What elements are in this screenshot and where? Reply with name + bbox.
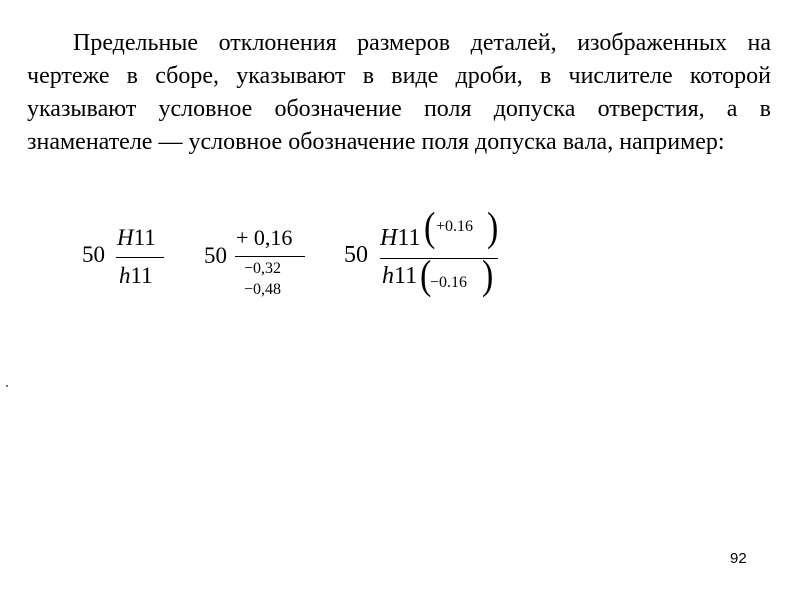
body-paragraph: Предельные отклонения размеров деталей, изображенных на чертеже в сборе, указывают в виде дроби, в числителе которой указывают условное обозначение поля допуска отверстия, а в знаменателе — условное обозначение поля допуска вала, например:: [27, 30, 771, 155]
formula-fit-designation: [82, 222, 172, 292]
formula2-den-lower: −0,48: [244, 281, 282, 298]
formula3-num-deviation: +0.16: [436, 218, 474, 235]
formula3-num-letter: H: [380, 225, 398, 251]
formula2-size: 50: [204, 243, 227, 268]
formula1-num-grade: 11: [133, 225, 156, 250]
formula3-num-grade: 11: [397, 225, 421, 251]
formula1-den-grade: 11: [130, 263, 153, 288]
formula3-den-letter: h: [382, 263, 394, 289]
formula1-num-letter: H: [117, 225, 134, 250]
formula2-numerator: + 0,16: [236, 225, 293, 250]
formula3-numerator: [380, 226, 420, 250]
formula3-num-left-paren: (: [424, 205, 436, 250]
formula1-size: 50: [82, 242, 105, 267]
formula3-den-right-paren: ): [482, 253, 494, 298]
stray-dot: [6, 385, 8, 387]
formula1-numerator: [117, 226, 156, 249]
formula3-size: 50: [344, 242, 368, 268]
formula3-fraction-line: [380, 258, 498, 259]
formula3-num-right-paren: ): [487, 205, 499, 250]
formula-deviation-values: [204, 224, 314, 302]
formula3-den-deviation: −0.16: [430, 274, 468, 291]
formula2-fraction-line: [235, 256, 305, 257]
formula1-denominator: [119, 264, 153, 287]
formula2-den-upper: −0,32: [244, 260, 282, 277]
formula-mixed-designation: [344, 205, 504, 298]
formula3-denominator: [382, 264, 417, 288]
page-number: 92: [730, 550, 747, 567]
formula1-fraction-line: [116, 257, 164, 258]
formula3-den-left-paren: (: [420, 253, 432, 298]
formula1-den-letter: h: [119, 263, 131, 288]
formula3-den-grade: 11: [394, 263, 418, 289]
